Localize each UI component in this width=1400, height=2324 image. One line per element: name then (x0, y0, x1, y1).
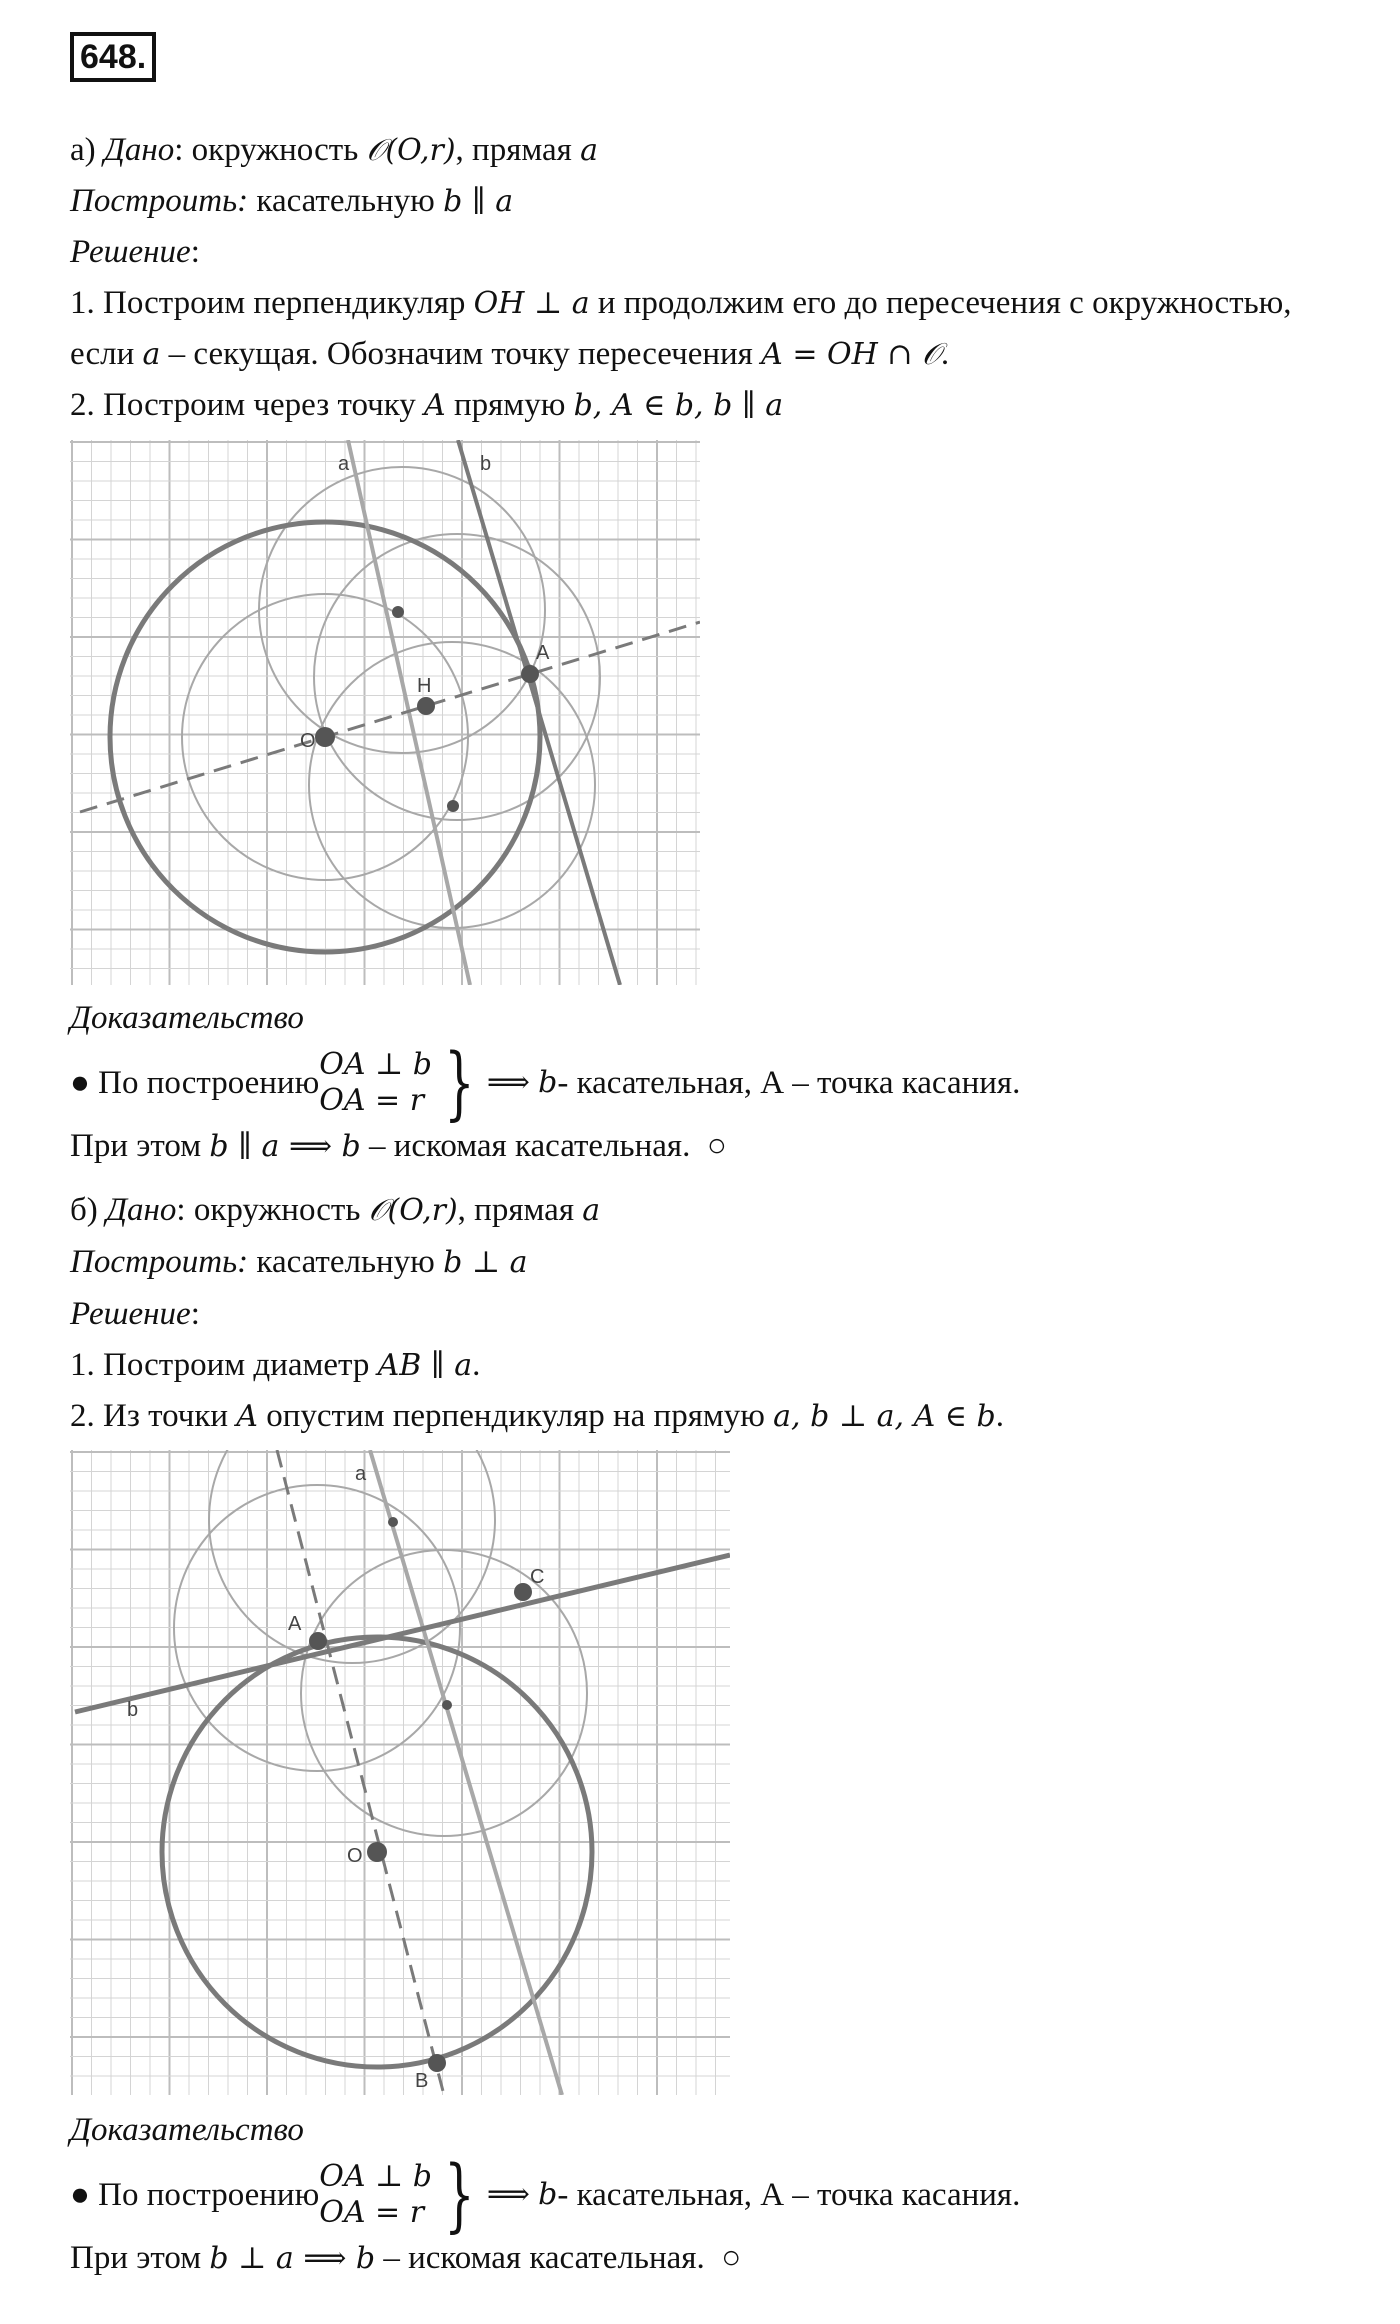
part-b-given-prefix: б) (70, 1192, 107, 1228)
part-b-solution-colon: : (190, 1296, 200, 1332)
part-a-step1b-math-2: A = OH ∩ 𝒪 (761, 337, 941, 372)
part-a-given (70, 130, 598, 171)
part-b-label-b: b (127, 1699, 139, 1721)
part-b-point-a (309, 1632, 327, 1650)
problem-number: 648. (70, 32, 156, 82)
part-b-solution-heading (70, 1294, 200, 1334)
part-a-construct-text: касательную (248, 183, 444, 219)
part-a-grid (70, 440, 700, 985)
part-b-label-point-c: C (530, 1566, 545, 1588)
part-b-proof-text: - касательная, А – точка касания. (557, 2177, 1021, 2213)
part-a-step1-math-1: OH ⊥ a (473, 286, 590, 321)
part-a-step1-text-2: и продолжим его до пересечения с окружностью, (589, 285, 1292, 321)
part-b-concl-end: ○ (721, 2240, 742, 2276)
part-a-proof-brace: } (444, 1036, 475, 1129)
part-b-construct-label: Построить: (70, 1244, 249, 1280)
part-a-proof-bullet: ● По построению (70, 1065, 320, 1101)
part-b-proof-heading (70, 2110, 304, 2150)
part-a-concl-text-1: При этом (70, 1128, 210, 1164)
part-b-proof-bullet: ● По построению (70, 2177, 320, 2213)
part-a-construct (70, 181, 513, 222)
part-a-concl-math: b ∥ a ⟹ b (209, 1129, 361, 1164)
part-b-point-b (428, 2054, 446, 2072)
part-a-solution-label: Решение (70, 234, 191, 270)
part-b-line-math: a (582, 1193, 601, 1228)
part-a-point-lower (447, 800, 459, 812)
part-a-label-h: H (417, 675, 432, 697)
part-a-proof-sys-1: OA ⊥ b (319, 1047, 432, 1082)
part-a-proof-label: Доказательство (70, 1000, 304, 1036)
part-a-step1b-text-3: . (940, 336, 950, 372)
part-b-step1-text-2: . (472, 1347, 481, 1383)
part-b-step2-math-1: A (236, 1399, 258, 1434)
part-b-proof-label: Доказательство (70, 2112, 304, 2148)
part-b-proof-brace: } (444, 2148, 475, 2241)
part-a-point-h (417, 697, 435, 715)
part-a-line-oh (80, 622, 700, 812)
part-a-label-point-a: A (536, 642, 550, 664)
part-b-given-text-2: , прямая (457, 1192, 583, 1228)
part-b-label-o: O (347, 1845, 363, 1867)
part-a-step1b-math-1: a (142, 337, 161, 372)
part-b-proof-implies: ⟹ (486, 2177, 530, 2212)
part-a-given-text-1: : окружность (174, 132, 367, 168)
part-a-conclusion (70, 1126, 727, 1167)
part-a-step-1b (70, 334, 949, 375)
part-b-conclusion (70, 2238, 741, 2279)
part-a-line-math: a (580, 133, 598, 168)
part-a-proof-line (70, 1036, 1021, 1129)
part-b-step2-text-2: опустим перпендикуляр на прямую (257, 1398, 774, 1434)
part-b-construct-math: b ⊥ a (443, 1245, 528, 1280)
part-b-concl-math: b ⊥ a ⟹ b (209, 2241, 376, 2276)
part-b-step1-text-1: 1. Построим диаметр (70, 1347, 378, 1383)
part-b-proof-system (319, 2159, 432, 2231)
part-a-proof-sys-2: OA = r (319, 1083, 425, 1118)
part-a-circle-math: 𝒪(O,r) (366, 133, 456, 168)
part-a-proof-implies: ⟹ (486, 1065, 530, 1100)
part-a-proof-system (319, 1047, 432, 1119)
part-a-step1b-text-2: – секущая. Обозначим точку пересечения (160, 336, 762, 372)
part-b-concl-text-1: При этом (70, 2240, 210, 2276)
part-b-given-label: Дано (106, 1192, 177, 1228)
part-a-point-upper (392, 606, 404, 618)
part-b-label-point-b: B (415, 2070, 429, 2092)
part-b-proof-math-b: b (538, 2177, 558, 2212)
part-a-step2-math-1: A (424, 388, 446, 423)
part-a-point-a (521, 665, 539, 683)
part-b-given (70, 1190, 600, 1231)
part-b-proof-sys-2: OA = r (319, 2195, 425, 2230)
part-b-proof-line (70, 2148, 1021, 2241)
part-b-step2-text-3: . (995, 1398, 1004, 1434)
part-a-step1b-text-1: если (70, 336, 143, 372)
part-b-point-o (367, 1842, 387, 1862)
part-a-proof-math-b: b (538, 1065, 558, 1100)
part-b-circle-top (209, 1450, 495, 1663)
part-b-given-text-1: : окружность (176, 1192, 369, 1228)
part-a-step2-math-2: b, A ∈ b, b ∥ a (573, 388, 784, 423)
part-a-construct-math: b ∥ a (443, 184, 514, 219)
part-a-step-2 (70, 385, 783, 426)
part-b-solution-label: Решение (70, 1296, 191, 1332)
part-a-given-prefix: а) (70, 132, 104, 168)
part-b-construct-text: касательную (248, 1244, 444, 1280)
part-a-step2-text-2: прямую (445, 387, 574, 423)
part-b-step1-math-1: AB ∥ a (377, 1348, 473, 1383)
part-a-proof-text: - касательная, А – точка касания. (557, 1065, 1021, 1101)
part-b-construct (70, 1242, 527, 1283)
part-a-concl-end: ○ (706, 1128, 727, 1164)
part-b-circle-math: 𝒪(O,r) (368, 1193, 458, 1228)
part-a-step1-text-1: 1. Построим перпендикуляр (70, 285, 474, 321)
part-b-step-1 (70, 1345, 480, 1386)
part-b-step2-math-2: a, b ⊥ a, A ∈ b (773, 1399, 996, 1434)
part-a-solution-heading (70, 232, 200, 272)
part-b-step2-text-1: 2. Из точки (70, 1398, 237, 1434)
part-b-step-2 (70, 1396, 1004, 1437)
part-a-solution-colon: : (190, 234, 200, 270)
part-b-concl-text-2: – искомая касательная. (375, 2240, 705, 2276)
part-a-label-b: b (480, 453, 492, 475)
part-a-figure (70, 440, 700, 985)
part-a-label-a: a (338, 453, 350, 475)
part-b-label-point-a: A (288, 1613, 302, 1635)
part-a-given-label: Дано (103, 132, 175, 168)
part-b-proof-sys-1: OA ⊥ b (319, 2159, 432, 2194)
part-a-label-o: O (300, 730, 316, 752)
part-a-point-o (315, 727, 335, 747)
part-a-proof-heading (70, 998, 304, 1038)
part-a-step2-text-1: 2. Построим через точку (70, 387, 425, 423)
part-b-point-top (388, 1517, 398, 1527)
part-a-given-text-2: , прямая (455, 132, 581, 168)
part-a-step-1 (70, 283, 1292, 324)
part-a-construct-label: Построить: (70, 183, 249, 219)
part-b-point-mid (442, 1700, 452, 1710)
part-a-concl-text-2: – искомая касательная. (360, 1128, 691, 1164)
part-b-figure (70, 1450, 730, 2095)
part-b-label-a: a (355, 1463, 367, 1485)
